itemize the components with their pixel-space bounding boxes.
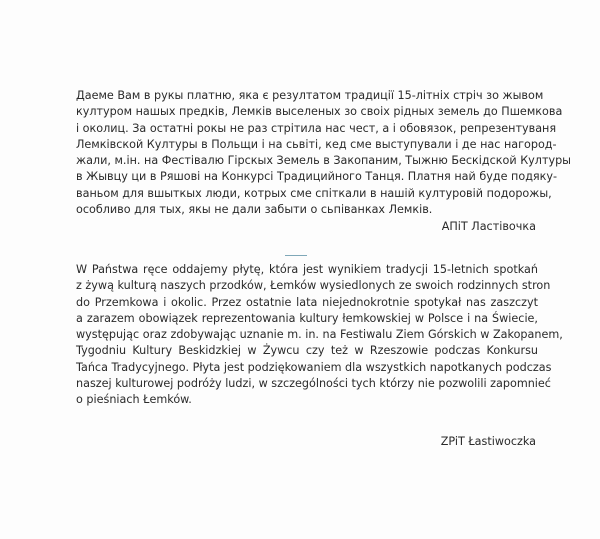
polish-line: naszej kulturowej podróży ludzi, w szczególności tych którzy nie pozwolili zapomnieć <box>76 377 551 391</box>
ukrainian-line: културом нашых предків, Лемків выселеных зо своіх рідных земель до Пшемкова <box>76 105 563 119</box>
polish-line: o pieśniach Łemków. <box>76 393 192 407</box>
polish-line: Tygodniu Kultury Beskidzkiej w Żywcu czy też w Rzeszowie podczas Konkursu <box>76 344 538 358</box>
section-divider <box>285 255 307 256</box>
ukrainian-line: в Жывцу ци в Ряшові на Конкурсі Традицийного Танця. Платня най буде подяку- <box>76 170 558 184</box>
ukrainian-signature: АПіТ Ластівочка <box>441 220 536 233</box>
polish-paragraph <box>76 262 563 409</box>
ukrainian-line: і околиц. За остатні рокы не раз стрітила нас чест, а і обовязок, репрезентуваня <box>76 121 557 135</box>
ukrainian-line: Лемківской Културы в Польщи і на сьвіті, кед сме выступували і де нас нагород- <box>76 137 557 151</box>
polish-line: a zarazem obowiązek reprezentowania kultury łemkowskiej w Polsce i na Świecie, <box>76 311 538 325</box>
ukrainian-paragraph <box>76 88 572 218</box>
ukrainian-line: Даеме Вам в рукы платню, яка є резултатом традиції 15-літніх стріч зо жывом <box>76 89 544 102</box>
polish-line: Tańca Tradycyjnego. Płyta jest podziękowaniem dla wszystkich napotkanych podczas <box>76 360 552 374</box>
polish-line: z żywą kulturą naszych przodków, Łemków wysiedlonych ze swoich rodzinnych stron <box>76 279 551 293</box>
polish-signature: ZPiT Łastiwoczka <box>440 435 536 448</box>
ukrainian-line: жали, м.ін. на Фестівалю Гірскых Земель в Закопаним, Тыжню Бескідской Културы <box>76 154 572 168</box>
polish-line: występując oraz zdobywając uznanie m. in. na Festiwalu Ziem Górskich w Zakopanem, <box>76 328 563 342</box>
ukrainian-line: ваньом для вшыткых люди, котрых сме спіткали в нашій културовій подорожы, <box>76 186 552 200</box>
polish-line: do Przemkowa i okolic. Przez ostatnie lata niejednokrotnie spotykał nas zaszczyt <box>76 295 538 309</box>
ukrainian-line: особливо для тых, якы не дали забыти о сьпіванках Лемків. <box>76 203 433 217</box>
polish-line: W Państwa ręce oddajemy płytę, która jest wynikiem tradycji 15-letnich spotkań <box>76 263 538 276</box>
